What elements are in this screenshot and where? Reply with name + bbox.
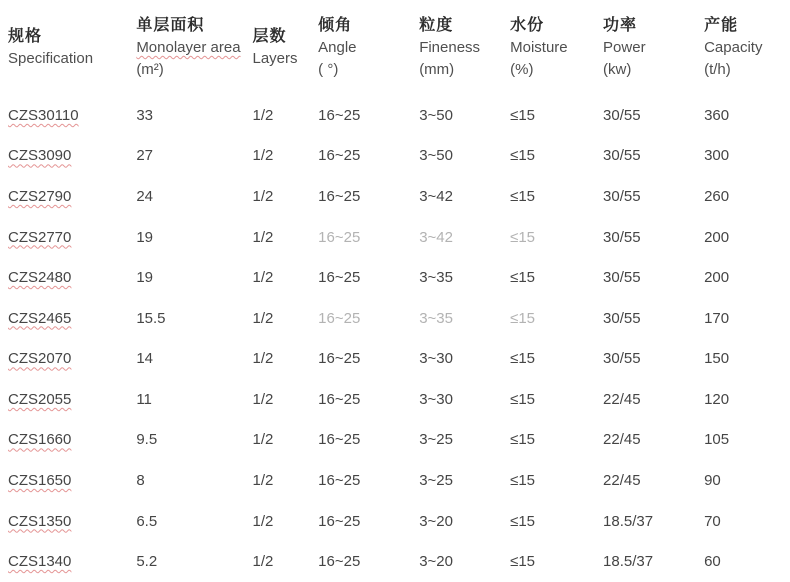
table-cell bbox=[419, 217, 510, 258]
table-cell bbox=[318, 257, 419, 298]
table-cell bbox=[253, 136, 319, 177]
cell-value: 14 bbox=[136, 350, 153, 368]
header-unit-label: (t/h) bbox=[704, 61, 731, 78]
table-cell bbox=[136, 257, 252, 298]
cell-value: CZS2070 bbox=[8, 350, 72, 368]
cell-value: 22/45 bbox=[603, 390, 641, 408]
cell-value: CZS1650 bbox=[8, 471, 72, 489]
cell-value: 9.5 bbox=[136, 431, 158, 449]
table-cell bbox=[136, 379, 252, 420]
cell-value: 1/2 bbox=[252, 309, 274, 327]
cell-value: 1/2 bbox=[252, 269, 274, 287]
table-row bbox=[8, 298, 790, 339]
cell-value: ≤15 bbox=[510, 309, 536, 327]
cell-value: 1/2 bbox=[252, 512, 274, 530]
cell-value: 30/55 bbox=[603, 269, 641, 287]
cell-value: 170 bbox=[704, 309, 730, 327]
table-cell bbox=[318, 541, 419, 582]
header-cell-moisture bbox=[510, 0, 603, 95]
header-en-label: Specification bbox=[8, 50, 94, 67]
cell-value: ≤15 bbox=[510, 431, 536, 449]
cell-value: 16~25 bbox=[318, 309, 361, 327]
spec-cell bbox=[8, 420, 136, 461]
spec-cell bbox=[8, 460, 136, 501]
cell-value: 3~20 bbox=[419, 553, 453, 571]
table-cell bbox=[603, 298, 704, 339]
cell-value: 1/2 bbox=[252, 147, 274, 165]
table-cell bbox=[419, 176, 510, 217]
table-cell bbox=[253, 420, 319, 461]
cell-value: 16~25 bbox=[318, 147, 361, 165]
header-en-label: Capacity bbox=[704, 39, 763, 56]
cell-value: 15.5 bbox=[136, 309, 166, 327]
header-cell-monolayer-area bbox=[136, 0, 252, 95]
table-cell bbox=[318, 95, 419, 136]
cell-value: ≤15 bbox=[510, 106, 536, 124]
table-row bbox=[8, 136, 790, 177]
table-cell bbox=[318, 460, 419, 501]
table-cell bbox=[704, 298, 790, 339]
cell-value: 16~25 bbox=[318, 350, 361, 368]
table-cell bbox=[510, 338, 603, 379]
cell-value: ≤15 bbox=[510, 187, 536, 205]
table-cell bbox=[704, 95, 790, 136]
table-cell bbox=[419, 136, 510, 177]
cell-value: ≤15 bbox=[510, 228, 536, 246]
table-cell bbox=[704, 541, 790, 582]
header-unit-label: (m²) bbox=[136, 61, 164, 78]
cell-value: CZS2480 bbox=[8, 269, 72, 287]
cell-value: 3~50 bbox=[419, 106, 453, 124]
cell-value: 16~25 bbox=[318, 187, 361, 205]
cell-value: 1/2 bbox=[252, 187, 274, 205]
cell-value: CZS3090 bbox=[8, 147, 72, 165]
table-cell bbox=[253, 176, 319, 217]
cell-value: 120 bbox=[704, 390, 730, 408]
cell-value: 300 bbox=[704, 147, 730, 165]
header-en-label: Layers bbox=[252, 50, 298, 67]
header-cell-fineness bbox=[419, 0, 510, 95]
table-cell bbox=[603, 541, 704, 582]
spec-cell bbox=[8, 298, 136, 339]
header-en-label: Angle bbox=[318, 39, 357, 56]
table-cell bbox=[704, 379, 790, 420]
cell-value: ≤15 bbox=[510, 471, 536, 489]
cell-value: 1/2 bbox=[252, 228, 274, 246]
cell-value: 3~25 bbox=[419, 471, 453, 489]
table-row bbox=[8, 338, 790, 379]
table-cell bbox=[510, 541, 603, 582]
spec-cell bbox=[8, 95, 136, 136]
spec-table bbox=[8, 0, 790, 582]
table-cell bbox=[704, 257, 790, 298]
table-cell bbox=[510, 379, 603, 420]
table-row bbox=[8, 217, 790, 258]
cell-value: 200 bbox=[704, 228, 730, 246]
cell-value: 22/45 bbox=[603, 471, 641, 489]
table-cell bbox=[136, 95, 252, 136]
cell-value: 22/45 bbox=[603, 431, 641, 449]
cell-value: 360 bbox=[704, 106, 730, 124]
cell-value: 16~25 bbox=[318, 228, 361, 246]
table-cell bbox=[136, 176, 252, 217]
table-cell bbox=[318, 176, 419, 217]
cell-value: ≤15 bbox=[510, 350, 536, 368]
cell-value: 1/2 bbox=[252, 350, 274, 368]
header-zh-label: 水份 bbox=[510, 17, 545, 34]
cell-value: 8 bbox=[136, 471, 145, 489]
cell-value: 30/55 bbox=[603, 106, 641, 124]
table-cell bbox=[419, 257, 510, 298]
cell-value: 3~42 bbox=[419, 187, 453, 205]
cell-value: 3~30 bbox=[419, 350, 453, 368]
table-cell bbox=[704, 217, 790, 258]
header-cell-angle bbox=[318, 0, 419, 95]
cell-value: CZS1660 bbox=[8, 431, 72, 449]
table-cell bbox=[253, 338, 319, 379]
header-unit-label: (kw) bbox=[603, 61, 632, 78]
table-cell bbox=[419, 379, 510, 420]
spec-cell bbox=[8, 176, 136, 217]
table-cell bbox=[136, 541, 252, 582]
cell-value: ≤15 bbox=[510, 512, 536, 530]
table-cell bbox=[603, 257, 704, 298]
header-unit-label: (%) bbox=[510, 61, 534, 78]
cell-value: 1/2 bbox=[252, 390, 274, 408]
cell-value: 16~25 bbox=[318, 471, 361, 489]
cell-value: CZS2770 bbox=[8, 228, 72, 246]
header-en-label: Moisture bbox=[510, 39, 568, 56]
table-cell bbox=[510, 176, 603, 217]
cell-value: 60 bbox=[704, 553, 721, 571]
cell-value: 5.2 bbox=[136, 553, 158, 571]
table-cell bbox=[510, 460, 603, 501]
table-cell bbox=[419, 95, 510, 136]
table-cell bbox=[318, 501, 419, 542]
spec-cell bbox=[8, 257, 136, 298]
cell-value: 19 bbox=[136, 269, 153, 287]
table-cell bbox=[704, 460, 790, 501]
cell-value: 18.5/37 bbox=[603, 553, 654, 571]
table-cell bbox=[253, 460, 319, 501]
table-cell bbox=[510, 501, 603, 542]
table-cell bbox=[318, 217, 419, 258]
cell-value: 30/55 bbox=[603, 187, 641, 205]
cell-value: CZS2790 bbox=[8, 187, 72, 205]
cell-value: CZS2055 bbox=[8, 390, 72, 408]
table-cell bbox=[253, 501, 319, 542]
cell-value: 3~42 bbox=[419, 228, 453, 246]
table-cell bbox=[510, 420, 603, 461]
table-row bbox=[8, 541, 790, 582]
table-header-row bbox=[8, 0, 790, 95]
table-cell bbox=[419, 460, 510, 501]
cell-value: 30/55 bbox=[603, 350, 641, 368]
table-row bbox=[8, 460, 790, 501]
table-cell bbox=[704, 501, 790, 542]
cell-value: 70 bbox=[704, 512, 721, 530]
header-en-label: Fineness bbox=[419, 39, 481, 56]
table-cell bbox=[603, 420, 704, 461]
spec-cell bbox=[8, 136, 136, 177]
table-cell bbox=[419, 420, 510, 461]
cell-value: 260 bbox=[704, 187, 730, 205]
table-row bbox=[8, 176, 790, 217]
table-cell bbox=[253, 298, 319, 339]
header-unit-label: (mm) bbox=[419, 61, 455, 78]
table-cell bbox=[603, 217, 704, 258]
header-zh-label: 倾角 bbox=[318, 17, 353, 34]
table-cell bbox=[603, 379, 704, 420]
header-cell-power bbox=[603, 0, 704, 95]
table-cell bbox=[253, 379, 319, 420]
table-cell bbox=[419, 298, 510, 339]
cell-value: 16~25 bbox=[318, 106, 361, 124]
table-cell bbox=[603, 501, 704, 542]
table-cell bbox=[419, 541, 510, 582]
header-zh-label: 规格 bbox=[8, 28, 43, 45]
table-cell bbox=[318, 136, 419, 177]
table-cell bbox=[510, 136, 603, 177]
cell-value: CZS1350 bbox=[8, 512, 72, 530]
header-cell-specification bbox=[8, 0, 136, 95]
table-cell bbox=[510, 217, 603, 258]
cell-value: CZS2465 bbox=[8, 309, 72, 327]
table-cell bbox=[419, 338, 510, 379]
table-cell bbox=[318, 298, 419, 339]
header-zh-label: 粒度 bbox=[419, 17, 454, 34]
cell-value: ≤15 bbox=[510, 390, 536, 408]
cell-value: 1/2 bbox=[252, 431, 274, 449]
cell-value: 90 bbox=[704, 471, 721, 489]
cell-value: 30/55 bbox=[603, 228, 641, 246]
table-cell bbox=[603, 95, 704, 136]
cell-value: 105 bbox=[704, 431, 730, 449]
spec-cell bbox=[8, 501, 136, 542]
table-cell bbox=[419, 501, 510, 542]
header-cell-layers bbox=[253, 0, 319, 95]
cell-value: 3~50 bbox=[419, 147, 453, 165]
cell-value: 16~25 bbox=[318, 431, 361, 449]
cell-value: 150 bbox=[704, 350, 730, 368]
table-cell bbox=[136, 298, 252, 339]
table-cell bbox=[136, 217, 252, 258]
table-cell bbox=[704, 176, 790, 217]
table-cell bbox=[510, 298, 603, 339]
cell-value: 3~20 bbox=[419, 512, 453, 530]
cell-value: 6.5 bbox=[136, 512, 158, 530]
table-cell bbox=[510, 257, 603, 298]
cell-value: 1/2 bbox=[252, 106, 274, 124]
header-en-label: Power bbox=[603, 39, 646, 56]
table-body bbox=[8, 95, 790, 582]
cell-value: 16~25 bbox=[318, 512, 361, 530]
table-cell bbox=[603, 176, 704, 217]
table-cell bbox=[136, 501, 252, 542]
header-cell-capacity bbox=[704, 0, 790, 95]
cell-value: 24 bbox=[136, 187, 153, 205]
table-cell bbox=[318, 338, 419, 379]
header-zh-label: 层数 bbox=[252, 28, 287, 45]
table-row bbox=[8, 95, 790, 136]
cell-value: 18.5/37 bbox=[603, 512, 654, 530]
cell-value: 3~30 bbox=[419, 390, 453, 408]
cell-value: 19 bbox=[136, 228, 153, 246]
cell-value: 3~25 bbox=[419, 431, 453, 449]
table-row bbox=[8, 420, 790, 461]
table-cell bbox=[253, 541, 319, 582]
cell-value: 27 bbox=[136, 147, 153, 165]
header-unit-label: ( °) bbox=[318, 61, 339, 78]
cell-value: 1/2 bbox=[252, 471, 274, 489]
header-en-label: Monolayer area bbox=[136, 39, 241, 56]
cell-value: 3~35 bbox=[419, 269, 453, 287]
table-cell bbox=[704, 338, 790, 379]
cell-value: 1/2 bbox=[252, 553, 274, 571]
cell-value: ≤15 bbox=[510, 147, 536, 165]
table-cell bbox=[704, 420, 790, 461]
cell-value: CZS30110 bbox=[8, 106, 79, 124]
spec-cell bbox=[8, 338, 136, 379]
header-zh-label: 产能 bbox=[704, 17, 739, 34]
table-cell bbox=[318, 420, 419, 461]
table-cell bbox=[136, 338, 252, 379]
spec-cell bbox=[8, 217, 136, 258]
spec-cell bbox=[8, 541, 136, 582]
cell-value: 16~25 bbox=[318, 390, 361, 408]
table-cell bbox=[603, 338, 704, 379]
cell-value: 200 bbox=[704, 269, 730, 287]
cell-value: ≤15 bbox=[510, 553, 536, 571]
table-cell bbox=[136, 420, 252, 461]
table-cell bbox=[253, 217, 319, 258]
table-row bbox=[8, 379, 790, 420]
table-cell bbox=[603, 460, 704, 501]
table-cell bbox=[136, 136, 252, 177]
table-row bbox=[8, 257, 790, 298]
cell-value: 33 bbox=[136, 106, 153, 124]
cell-value: 16~25 bbox=[318, 269, 361, 287]
cell-value: 30/55 bbox=[603, 309, 641, 327]
cell-value: 16~25 bbox=[318, 553, 361, 571]
table-cell bbox=[318, 379, 419, 420]
table-cell bbox=[510, 95, 603, 136]
table-cell bbox=[253, 95, 319, 136]
cell-value: ≤15 bbox=[510, 269, 536, 287]
table-cell bbox=[136, 460, 252, 501]
table-cell bbox=[704, 136, 790, 177]
header-zh-label: 单层面积 bbox=[136, 17, 205, 34]
table-row bbox=[8, 501, 790, 542]
cell-value: 30/55 bbox=[603, 147, 641, 165]
header-zh-label: 功率 bbox=[603, 17, 638, 34]
cell-value: 3~35 bbox=[419, 309, 453, 327]
cell-value: 11 bbox=[136, 390, 152, 408]
spec-cell bbox=[8, 379, 136, 420]
cell-value: CZS1340 bbox=[8, 553, 72, 571]
table-cell bbox=[603, 136, 704, 177]
table-cell bbox=[253, 257, 319, 298]
